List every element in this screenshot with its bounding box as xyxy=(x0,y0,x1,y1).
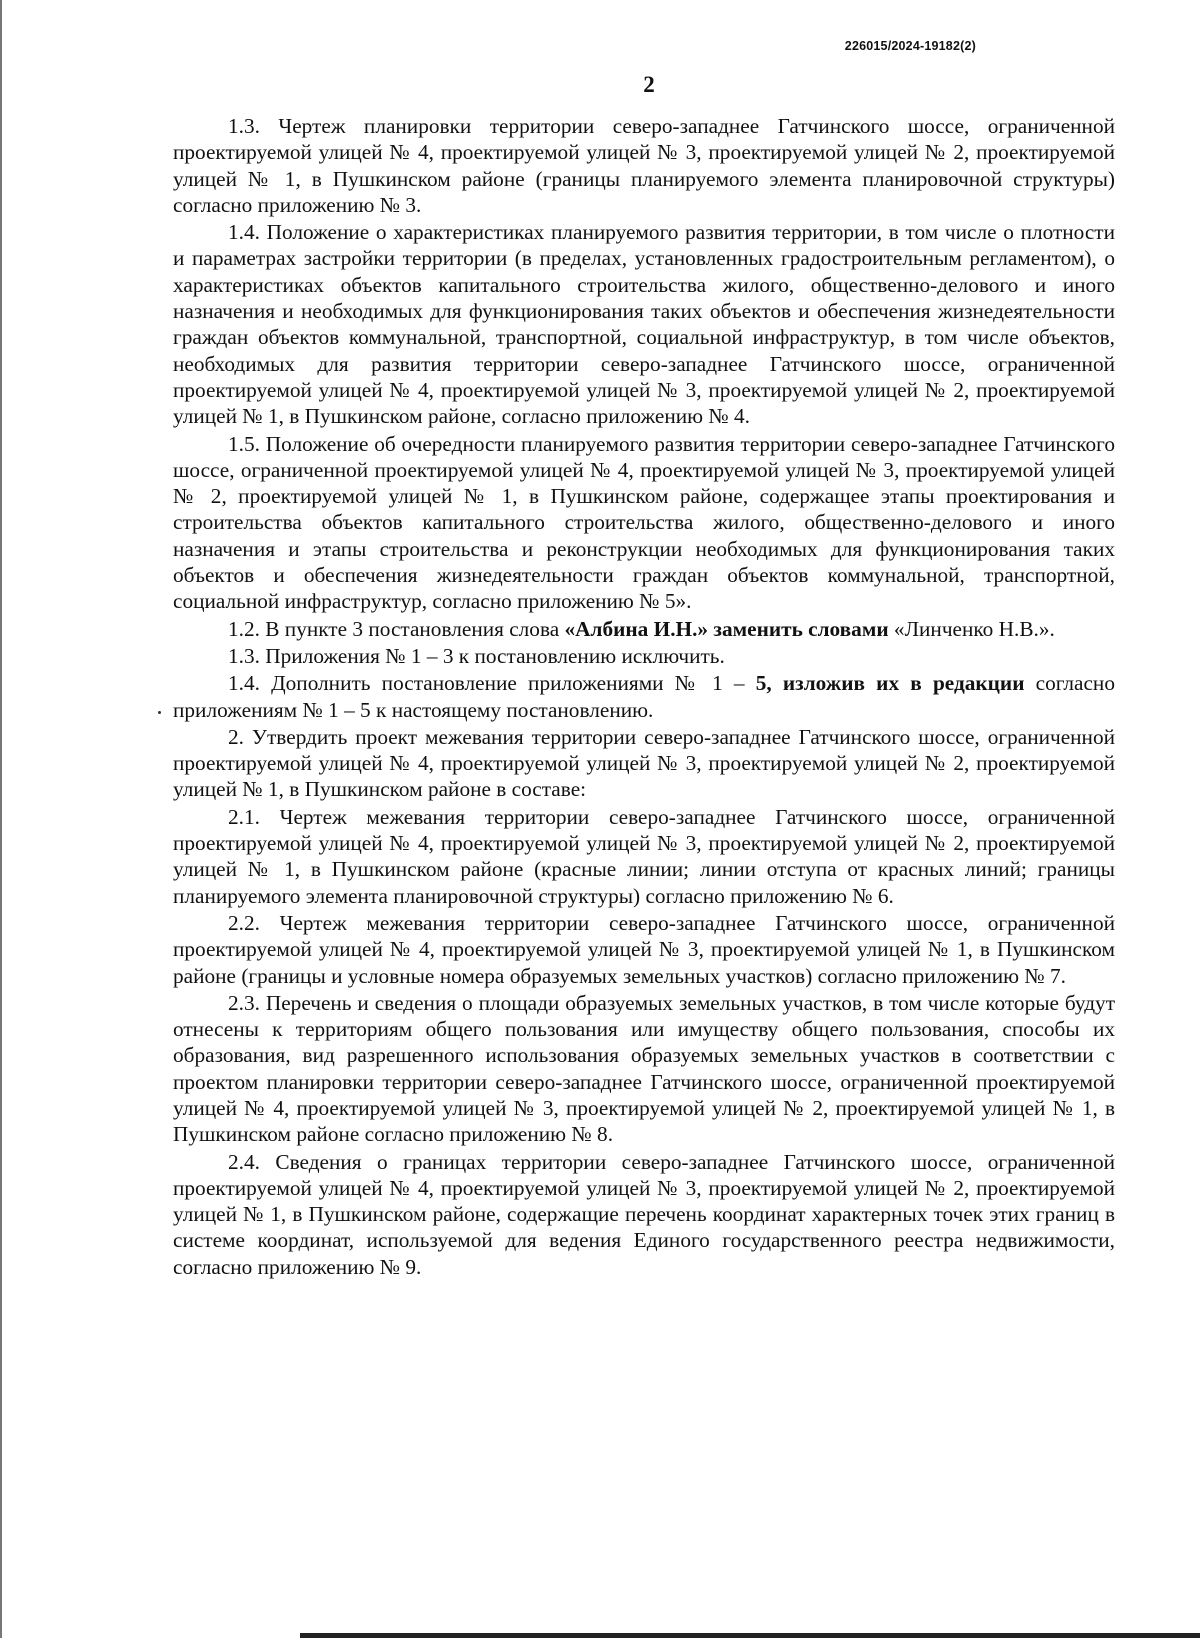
paragraph-1-3-exclude-appendices: 1.3. Приложения № 1 – 3 к постановлению исключить. xyxy=(228,643,725,668)
document-body xyxy=(173,113,1115,1280)
paragraph-2-4-boundary-information: 2.4. Сведения о границах территории северо-западнее Гатчинского шоссе, ограниченной проектируемой улицей № 4, проектируемой улицей № 3, проектируемой улицей № 2, проектируемой улицей № 1, в Пушкинском районе, содержащие перечень координат характерных точек этих границ в системе координат, используемой для ведения Единого государственного реестра недвижимости, согласно приложению № 9. xyxy=(173,1149,1115,1279)
paragraph-1-2-replace-name xyxy=(173,616,1115,642)
scan-speck xyxy=(158,711,161,714)
document-registration-number: 226015/2024-19182(2) xyxy=(844,39,976,53)
paragraph-1-4-development-characteristics: 1.4. Положение о характеристиках планируемого развития территории, в том числе о плотности и параметрах застройки территории (в пределах, установленных градостроительным регламентом), о характеристиках объектов капитального строительства жилого, общественно-делового и иного назначения и необходимых для функционирования таких объектов и обеспечения жизнедеятельности граждан объектов коммунальной, транспортной, социальной инфраструктур, в том числе объектов, необходимых для развития территории северо-западнее Гатчинского шоссе, ограниченной проектируемой улицей № 4, проектируемой улицей № 3, проектируемой улицей № 2, проектируемой улицей № 1, в Пушкинском районе, согласно приложению № 4. xyxy=(173,220,1115,429)
page-number: 2 xyxy=(643,72,655,97)
paragraph-text: 1.2. В пункте 3 постановления слова xyxy=(228,616,565,641)
paragraph-text: 1.4. Дополнить постановление приложениями № 1 – xyxy=(228,671,756,696)
paragraph-2-3-land-plots-list: 2.3. Перечень и сведения о площади образуемых земельных участков, в том числе которые будут отнесены к территориям общего пользования или имуществу общего пользования, способы их образования, вид разрешенного использования образуемых земельных участков в соответствии с проектом планировки территории северо-западнее Гатчинского шоссе, ограниченной проектируемой улицей № 4, проектируемой улицей № 3, проектируемой улицей № 2, проектируемой улицей № 1, в Пушкинском районе согласно приложению № 8. xyxy=(173,990,1115,1147)
paragraph-1-5-development-order: 1.5. Положение об очередности планируемого развития территории северо-западнее Гатчинского шоссе, ограниченной проектируемой улицей № 4, проектируемой улицей № 3, проектируемой улицей № 2, проектируемой улицей № 1, в Пушкинском районе, содержащее этапы проектирования и строительства объектов капитального строительства жилого, общественно-делового и иного назначения и этапы строительства и реконструкции необходимых для функционирования таких объектов и обеспечения жизнедеятельности граждан объектов коммунальной, транспортной, социальной инфраструктур, согласно приложению № 5». xyxy=(173,431,1115,614)
paragraph-text: «Линченко Н.В.». xyxy=(888,616,1055,641)
scan-edge xyxy=(0,0,2,1638)
paragraph-2-1-survey-drawing: 2.1. Чертеж межевания территории северо-западнее Гатчинского шоссе, ограниченной проектируемой улицей № 4, проектируемой улицей № 3, проектируемой улицей № 2, проектируемой улицей № 1, в Пушкинском районе (красные линии; линии отступа от красных линий; границы планируемого элемента планировочной структуры) согласно приложению № 6. xyxy=(173,804,1115,908)
paragraph-bold-text: 5, изложив их в редакции xyxy=(755,671,1025,696)
paragraph-text: согласно приложениям № 1 – 5 к настоящему постановлению. xyxy=(173,671,1115,722)
paragraph-bold-text: «Албина И.Н.» заменить словами xyxy=(564,616,889,641)
scan-bottom-edge xyxy=(300,1633,1200,1638)
paragraph-2-approve-survey-project: 2. Утвердить проект межевания территории северо-западнее Гатчинского шоссе, ограниченной проектируемой улицей № 4, проектируемой улицей № 3, проектируемой улицей № 2, проектируемой улицей № 1, в Пушкинском районе в составе: xyxy=(173,724,1115,802)
paragraph-1-3-planning-drawing: 1.3. Чертеж планировки территории северо-западнее Гатчинского шоссе, ограниченной проектируемой улицей № 4, проектируемой улицей № 3, проектируемой улицей № 2, проектируемой улицей № 1, в Пушкинском районе (границы планируемого элемента планировочной структуры) согласно приложению № 3. xyxy=(173,114,1115,217)
paragraph-2-2-survey-drawing: 2.2. Чертеж межевания территории северо-западнее Гатчинского шоссе, ограниченной проектируемой улицей № 4, проектируемой улицей № 3, проектируемой улицей № 1, в Пушкинском районе (границы и условные номера образуемых земельных участков) согласно приложению № 7. xyxy=(173,910,1115,988)
paragraph-1-4-add-appendices xyxy=(173,670,1115,723)
